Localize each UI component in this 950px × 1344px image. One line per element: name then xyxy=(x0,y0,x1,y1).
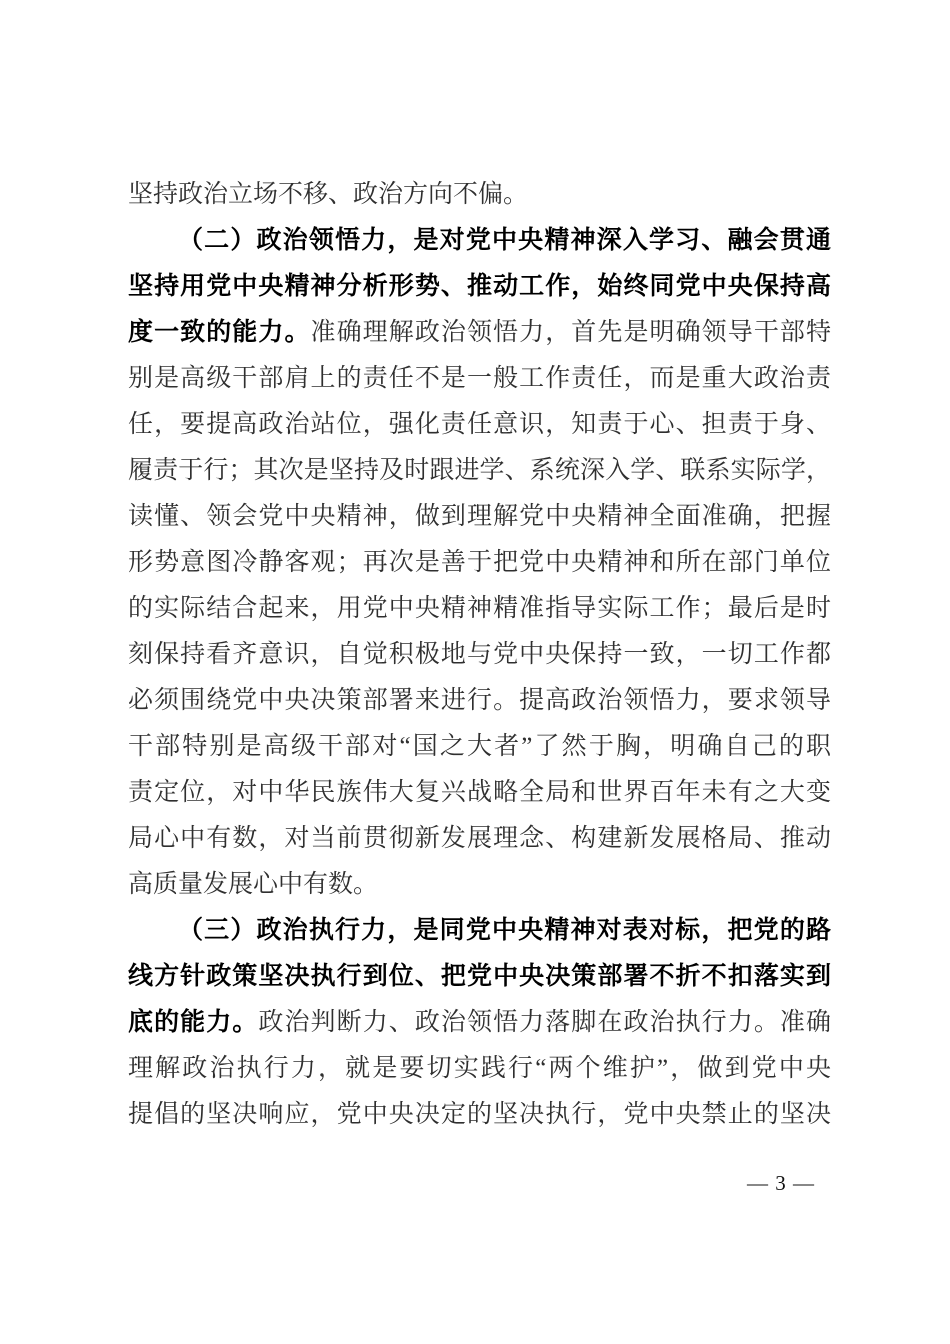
text-line xyxy=(128,1092,831,1138)
text-line xyxy=(128,494,831,540)
text-line xyxy=(128,724,831,770)
text-segment: 高质量发展心中有数。 xyxy=(128,871,379,898)
text-segment: 读懂、领会党中央精神，做到理解党中央精神全面准确，把握 xyxy=(128,503,831,530)
text-line xyxy=(128,1000,831,1046)
text-segment: 政治判断力、政治领悟力落脚在政治执行力。准确 xyxy=(258,1009,831,1036)
text-line xyxy=(128,356,831,402)
text-segment: 准确理解政治领悟力，首先是明确领导干部特 xyxy=(310,319,831,346)
text-segment-bold: 度一致的能力。 xyxy=(128,319,311,346)
text-line xyxy=(128,218,831,264)
text-segment: 履责于行；其次是坚持及时跟进学、系统深入学、联系实际学， xyxy=(128,457,831,484)
text-segment: 任，要提高政治站位，强化责任意识，知责于心、担责于身、 xyxy=(128,411,831,438)
text-line xyxy=(128,908,831,954)
text-line xyxy=(128,402,831,448)
text-line xyxy=(128,172,831,218)
text-segment: 别是高级干部肩上的责任不是一般工作责任，而是重大政治责 xyxy=(128,365,831,392)
text-segment: 局心中有数，对当前贯彻新发展理念、构建新发展格局、推动 xyxy=(128,825,831,852)
text-segment: 的实际结合起来，用党中央精神精准指导实际工作；最后是时 xyxy=(128,595,831,622)
text-segment: 形势意图冷静客观；再次是善于把党中央精神和所在部门单位 xyxy=(128,549,831,576)
text-segment-bold: 底的能力。 xyxy=(128,1009,259,1036)
text-line xyxy=(128,862,831,908)
text-line xyxy=(128,540,831,586)
text-segment-bold: （二）政治领悟力，是对党中央精神深入学习、融会贯通 xyxy=(178,227,831,254)
text-line xyxy=(128,448,831,494)
text-segment: 责定位，对中华民族伟大复兴战略全局和世界百年未有之大变 xyxy=(128,779,831,806)
text-line xyxy=(128,310,831,356)
text-segment: 理解政治执行力，就是要切实践行“两个维护”，做到党中央 xyxy=(128,1055,831,1082)
text-line xyxy=(128,954,831,1000)
text-line xyxy=(128,816,831,862)
text-segment-bold: （三）政治执行力，是同党中央精神对表对标，把党的路 xyxy=(178,917,831,944)
text-line xyxy=(128,264,831,310)
text-line xyxy=(128,1046,831,1092)
text-segment-bold: 线方针政策坚决执行到位、把党中央决策部署不折不扣落实到 xyxy=(128,963,831,990)
text-segment: 干部特别是高级干部对“国之大者”了然于胸，明确自己的职 xyxy=(128,733,831,760)
text-segment: 坚持政治立场不移、政治方向不偏。 xyxy=(128,181,529,208)
text-segment: 提倡的坚决响应，党中央决定的坚决执行，党中央禁止的坚决 xyxy=(128,1101,831,1128)
text-line xyxy=(128,770,831,816)
text-segment: 必须围绕党中央决策部署来进行。提高政治领悟力，要求领导 xyxy=(128,687,831,714)
text-line xyxy=(128,586,831,632)
text-segment: 刻保持看齐意识，自觉积极地与党中央保持一致，一切工作都 xyxy=(128,641,831,668)
document-body xyxy=(128,172,831,1138)
text-line xyxy=(128,678,831,724)
page-number: — 3 — xyxy=(747,1171,815,1195)
text-line xyxy=(128,632,831,678)
text-segment-bold: 坚持用党中央精神分析形势、推动工作，始终同党中央保持高 xyxy=(128,273,831,300)
